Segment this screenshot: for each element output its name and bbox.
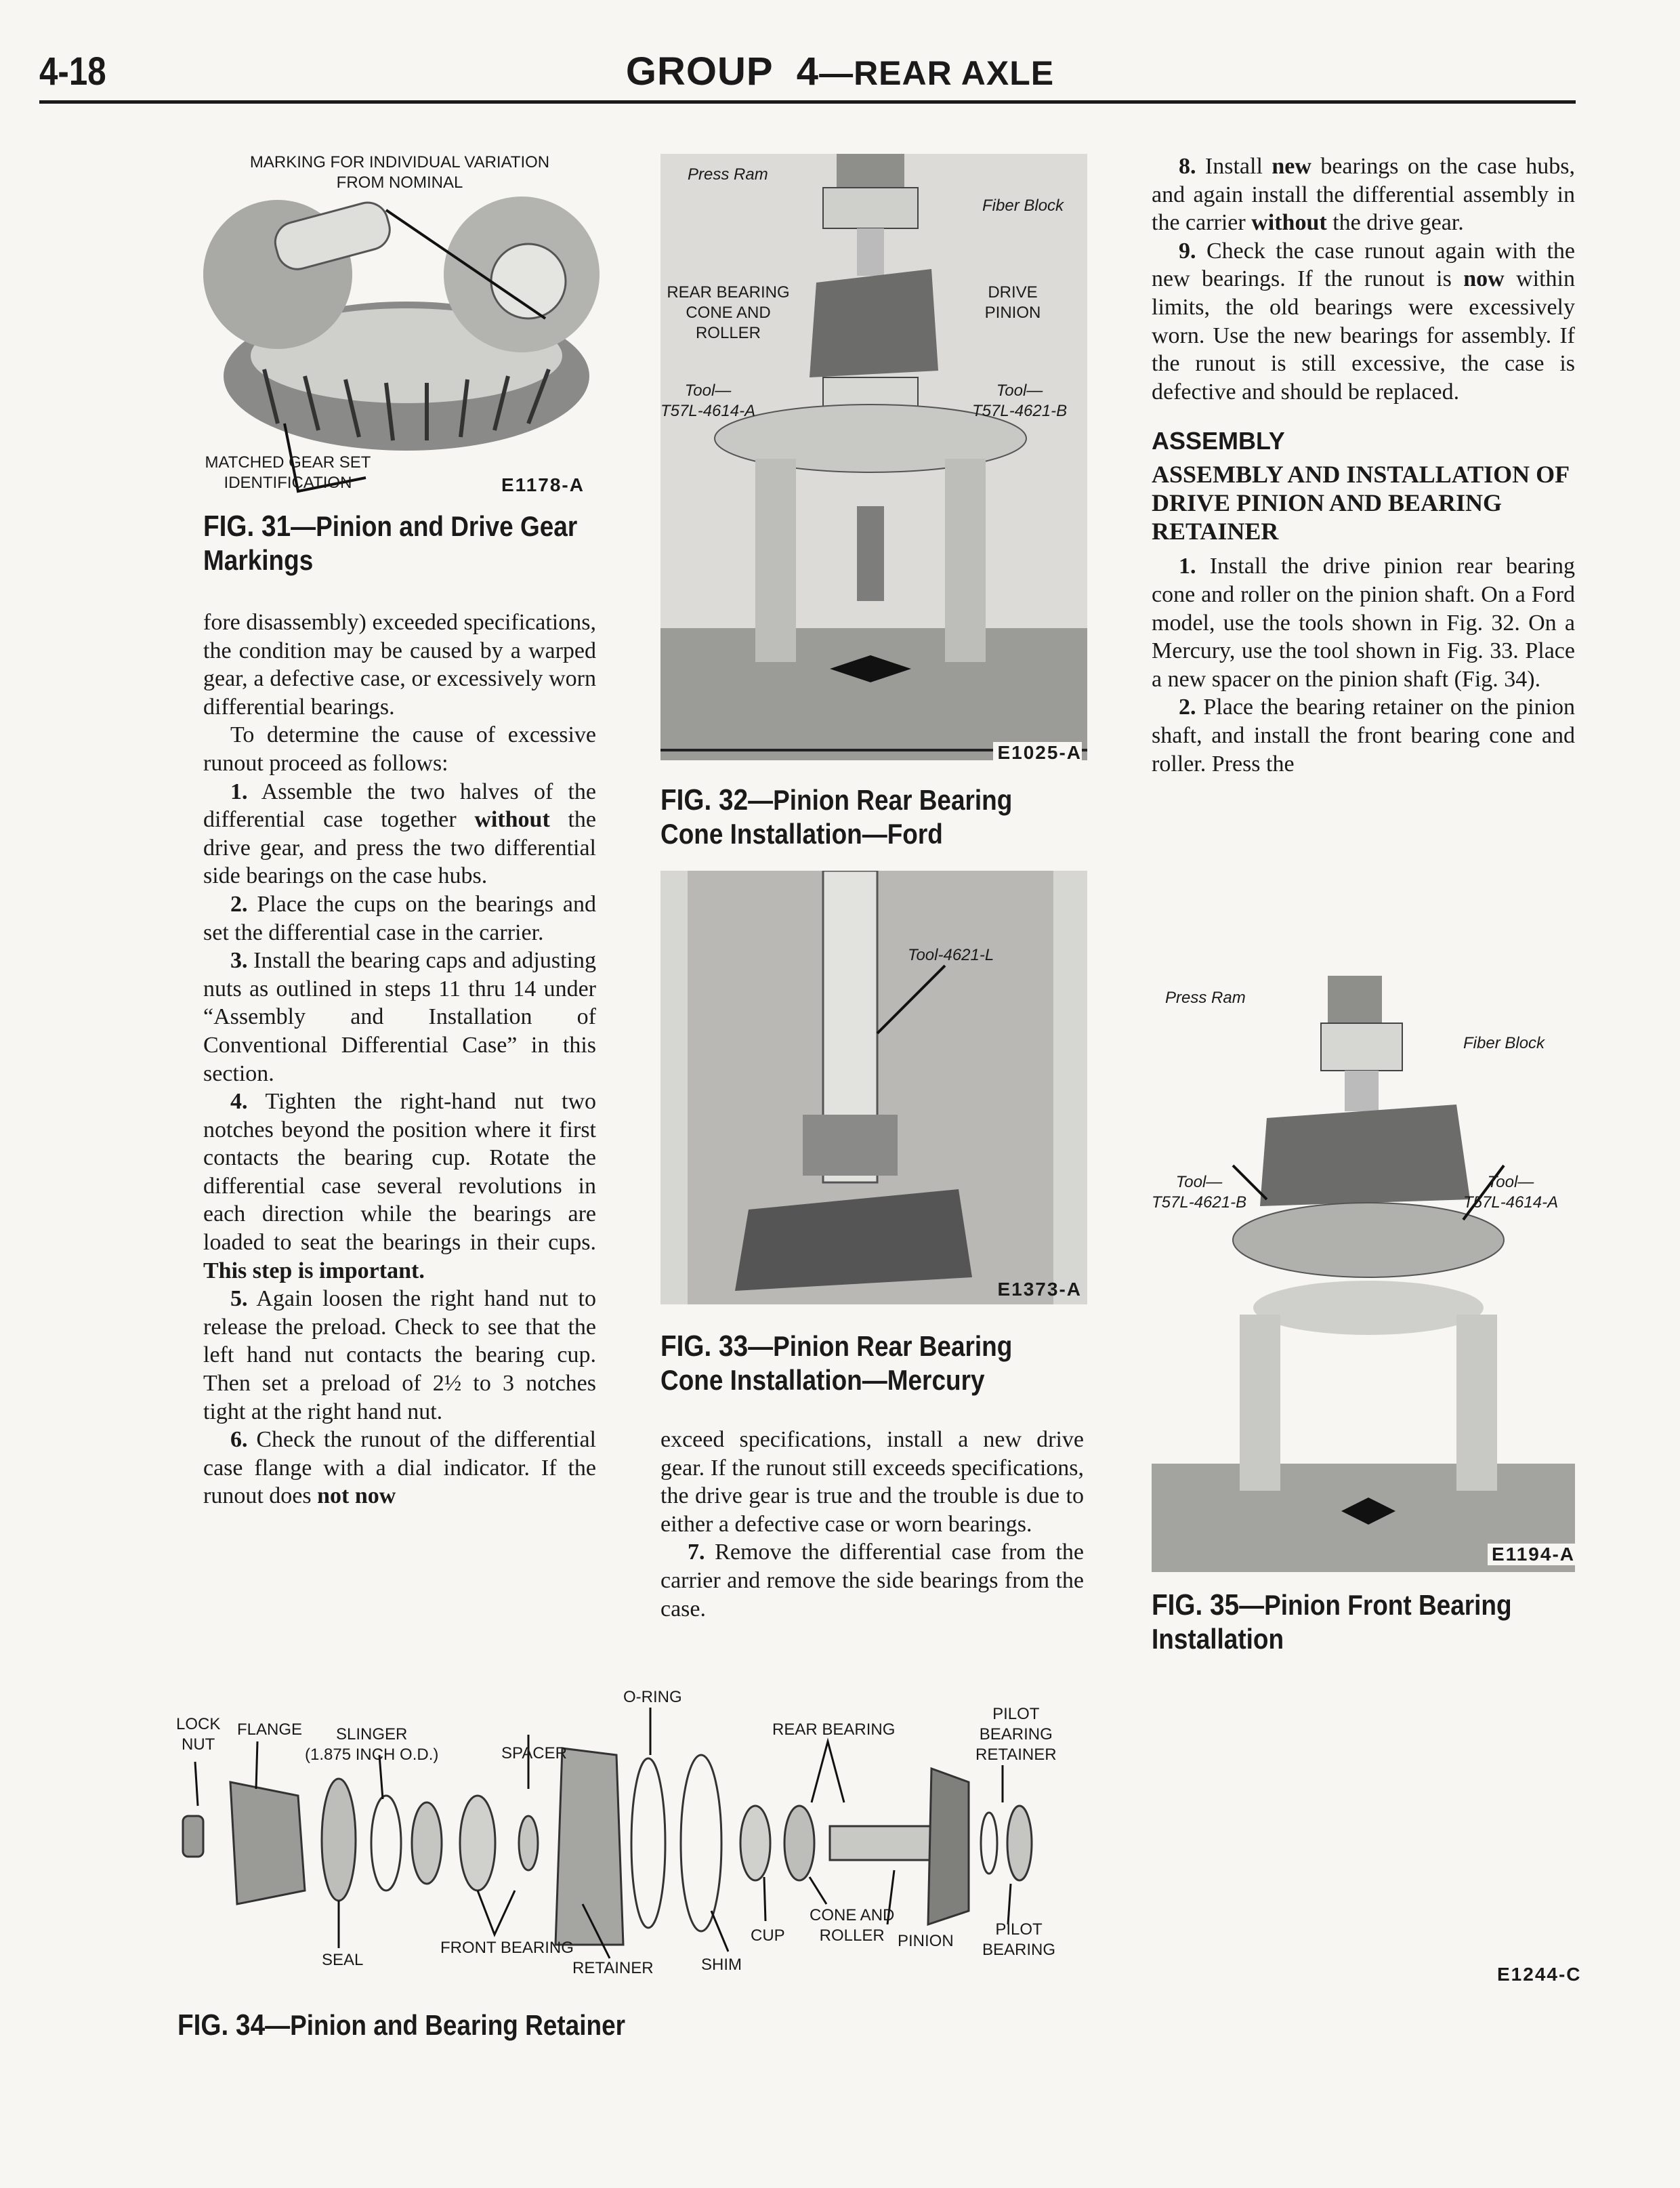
fig34-pinion-label: PINION: [898, 1932, 954, 1950]
caption-number: FIG. 33: [660, 1329, 749, 1363]
caption-text: —Pinion and Drive Gear: [291, 510, 578, 542]
running-header: [0, 49, 1680, 94]
text: Install: [1196, 154, 1272, 179]
fig34-flange-label: FLANGE: [237, 1720, 303, 1739]
text: Assemble the two halves of the differential case together: [203, 779, 596, 833]
bold-text: 1.: [230, 779, 248, 804]
fig34-spacer-label: SPACER: [501, 1744, 567, 1762]
caption-text: —Pinion Rear Bearing: [748, 784, 1013, 816]
bold-text: 5.: [230, 1286, 248, 1312]
label-line: BEARING: [982, 1941, 1056, 1959]
text: bearings on the case hubs, and again install the differential assembly in the carrier: [1152, 154, 1575, 236]
label-line: PILOT: [992, 1705, 1040, 1723]
bold-text: 6.: [230, 1427, 248, 1453]
caption-text: —Pinion Front Bearing: [1239, 1589, 1512, 1621]
label-line: REAR BEARING: [667, 283, 790, 302]
label-line: T57L-4621-B: [1152, 1193, 1247, 1212]
label-line: CONE AND: [686, 304, 771, 322]
fig35-caption: [1152, 1588, 1512, 1656]
fig34-retainer-label: RETAINER: [572, 1959, 654, 1977]
label-line: MARKING FOR INDIVIDUAL VARIATION: [249, 153, 550, 171]
fig34-cone-roller-label: [810, 1905, 894, 1946]
group-label: GROUP: [625, 49, 774, 94]
label-line: NUT: [182, 1735, 215, 1754]
text: Install the bearing caps and adjusting nuts as outlined in steps 11 thru 14 under “Assembly and Installation of Conventional Differential Case” in this section.: [203, 948, 596, 1086]
paragraph: [203, 721, 596, 777]
paragraph: [203, 947, 596, 1088]
bold-text: now: [1463, 266, 1505, 292]
bold-text: without: [1251, 210, 1327, 236]
fig35-figure: [1152, 976, 1575, 1572]
caption-number: FIG. 34: [177, 2008, 266, 2042]
fig34-caption: [177, 2008, 625, 2042]
group-title: —REAR AXLE: [819, 54, 1055, 92]
text: Install the drive pinion rear bearing cone and roller on the pinion shaft. On a Ford model, use the tools shown in Fig. 32. On a Mercury, use the tool shown in Fig. 33. Place a new spacer on the pinion shaft (Fig. 34).: [1152, 554, 1575, 692]
text: fore disassembly) exceeded specifications, the condition may be caused by a warped gear, a defective case, or excessively worn differential bearings.: [203, 610, 596, 720]
paragraph: [1152, 237, 1575, 407]
group-number: 4: [796, 49, 820, 94]
gear-illustration: [203, 152, 603, 505]
label-line: LOCK: [176, 1715, 221, 1733]
fig34-code: E1244-C: [1497, 1964, 1582, 1985]
label-line: Tool—: [996, 381, 1043, 400]
text: Place the cups on the bearings and set the differential case in the carrier.: [203, 891, 596, 945]
caption-text: Markings: [203, 544, 314, 576]
text: Place the bearing retainer on the pinion shaft, and install the front bearing cone and roller. Press the: [1152, 695, 1575, 777]
caption-text: —Pinion and Bearing Retainer: [265, 2009, 626, 2041]
label-line: PINION: [984, 304, 1041, 322]
label-line: Tool—: [684, 381, 732, 400]
paragraph: [1152, 693, 1575, 778]
fig33-code: E1373-A: [997, 1279, 1082, 1300]
tool-illustration: [660, 871, 1087, 1304]
fig32-figure: [660, 154, 1087, 763]
fig32-drive-pinion-label: [979, 283, 1047, 323]
right-column: [1152, 152, 1575, 778]
fig31-figure: [203, 152, 603, 505]
fig32-rear-bearing-label: [660, 283, 796, 344]
fig33-tool-label: Tool-4621-L: [908, 946, 994, 964]
section-subheading: ASSEMBLY AND INSTALLATION OF DRIVE PINION AND BEARING RETAINER: [1152, 461, 1569, 545]
text: the drive gear, and press the two differential side bearings on the case hubs.: [203, 807, 597, 889]
fig34-pilot-bearing-retainer-label: [975, 1704, 1057, 1765]
bold-text: This step is important.: [203, 1258, 425, 1283]
label-line: (1.875 INCH O.D.): [305, 1746, 439, 1764]
caption-number: FIG. 32: [660, 783, 749, 817]
fig32-caption: [660, 783, 1012, 851]
label-line: T57L-4614-A: [660, 402, 756, 420]
fig32-fiber-block-label: Fiber Block: [982, 197, 1064, 215]
bold-text: 9.: [1179, 238, 1196, 264]
text: Check the case runout again with the new bearings. If the runout is: [1152, 238, 1575, 292]
label-line: Tool—: [1175, 1173, 1223, 1191]
fig31-caption: [203, 510, 577, 577]
fig33-figure: [660, 871, 1087, 1304]
fig34-figure: [176, 1687, 1599, 1992]
label-line: CONE AND: [810, 1906, 895, 1924]
fig32-code: E1025-A: [993, 742, 1082, 764]
bold-text: new: [1272, 154, 1311, 179]
left-column-text: [203, 608, 596, 1510]
caption-text: Installation: [1152, 1623, 1284, 1655]
caption-number: FIG. 31: [203, 510, 291, 543]
right-column-text-top: [1152, 152, 1575, 406]
fig34-pilot-bearing-label: [982, 1920, 1055, 1960]
fig35-press-ram-label: Press Ram: [1165, 989, 1246, 1007]
paragraph: [660, 1538, 1084, 1623]
bold-text: 8.: [1179, 154, 1196, 179]
label-line: SLINGER: [336, 1725, 408, 1743]
label-line: T57L-4614-A: [1463, 1193, 1559, 1212]
text: exceed specifications, install a new drive gear. If the runout still exceeds specifications, the drive gear is true and the trouble is due to either a defective case or worn bearings.: [660, 1427, 1084, 1537]
section-heading: ASSEMBLY: [1152, 427, 1285, 455]
text: the drive gear.: [1326, 210, 1464, 236]
paragraph: [660, 1426, 1084, 1538]
bold-text: 2.: [1179, 695, 1196, 720]
label-line: ROLLER: [819, 1926, 885, 1945]
fig34-o-ring-label: O-RING: [623, 1688, 682, 1706]
fig31-code: E1178-A: [501, 474, 585, 495]
fig31-label-bottom: [203, 453, 373, 493]
label-line: BEARING: [979, 1725, 1053, 1743]
paragraph: [1152, 152, 1575, 237]
paragraph: [203, 890, 596, 947]
paragraph: [203, 1088, 596, 1285]
press-illustration: [660, 154, 1087, 760]
bold-text: not now: [317, 1483, 396, 1509]
label-line: RETAINER: [975, 1746, 1057, 1764]
press-illustration: [1152, 976, 1575, 1572]
right-column-text-bottom: [1152, 552, 1575, 778]
fig34-shim-label: SHIM: [701, 1956, 742, 1974]
fig33-caption: [660, 1329, 1012, 1397]
fig31-label-top: [203, 152, 596, 193]
fig32-tool-left-label: [660, 381, 755, 421]
bold-text: 3.: [230, 948, 248, 974]
fig32-press-ram-label: Press Ram: [688, 165, 768, 184]
bold-text: without: [474, 807, 550, 833]
label-line: T57L-4621-B: [972, 402, 1068, 420]
bold-text: 7.: [688, 1540, 705, 1565]
caption-number: FIG. 35: [1152, 1588, 1240, 1622]
caption-text: Cone Installation—Ford: [660, 818, 943, 850]
fig35-tool-right-label: [1463, 1172, 1558, 1213]
caption-text: —Pinion Rear Bearing: [748, 1330, 1013, 1362]
label-line: ROLLER: [695, 324, 761, 342]
middle-column-text: [660, 1426, 1084, 1623]
label-line: PILOT: [995, 1920, 1043, 1939]
fig35-fiber-block-label: Fiber Block: [1463, 1034, 1545, 1052]
paragraph: [203, 1426, 596, 1510]
text: Again loosen the right hand nut to release the preload. Check to see that the left hand nut contacts the bearing cup. Then set a preload of 2½ to 3 notches tight at the right hand nut.: [203, 1286, 596, 1424]
text: To determine the cause of excessive runout proceed as follows:: [203, 722, 596, 776]
bold-text: 4.: [230, 1089, 248, 1115]
paragraph: [1152, 552, 1575, 693]
bold-text: 1.: [1179, 554, 1196, 579]
paragraph: [203, 608, 596, 721]
fig34-lock-nut-label: [176, 1714, 220, 1755]
fig34-rear-bearing-label: REAR BEARING: [772, 1720, 896, 1739]
fig34-slinger-label: [305, 1725, 438, 1765]
bold-text: 2.: [230, 891, 248, 917]
text: Tighten the right-hand nut two notches beyond the position where it first contacts the bearing cup. Rotate the differential case several revolutions in each direction while the bearings are loaded to seat the bearings in their cups.: [203, 1089, 596, 1256]
text: Remove the differential case from the carrier and remove the side bearings from the case.: [660, 1540, 1084, 1622]
label-line: MATCHED GEAR SET: [205, 453, 371, 472]
label-line: FROM NOMINAL: [336, 173, 463, 192]
fig35-tool-left-label: [1152, 1172, 1246, 1213]
label-line: DRIVE: [988, 283, 1038, 302]
paragraph: [203, 778, 596, 890]
fig32-tool-right-label: [972, 381, 1067, 421]
caption-text: Cone Installation—Mercury: [660, 1364, 985, 1396]
paragraph: [203, 1285, 596, 1426]
text: Check the runout of the differential case flange with a dial indicator. If the runout does: [203, 1427, 596, 1509]
fig34-seal-label: SEAL: [322, 1951, 364, 1969]
fig34-cup-label: CUP: [751, 1926, 785, 1945]
label-line: Tool—: [1487, 1173, 1534, 1191]
label-line: IDENTIFICATION: [224, 474, 352, 492]
fig35-code: E1194-A: [1488, 1544, 1575, 1565]
header-rule: [39, 100, 1576, 104]
fig34-front-bearing-label: FRONT BEARING: [440, 1939, 574, 1957]
text: within limits, the old bearings were excessively worn. Use the new bearings for assembly. If the runout is still excessive, the case is defective and should be replaced.: [1152, 266, 1575, 405]
page-number: 4-18: [39, 49, 106, 94]
